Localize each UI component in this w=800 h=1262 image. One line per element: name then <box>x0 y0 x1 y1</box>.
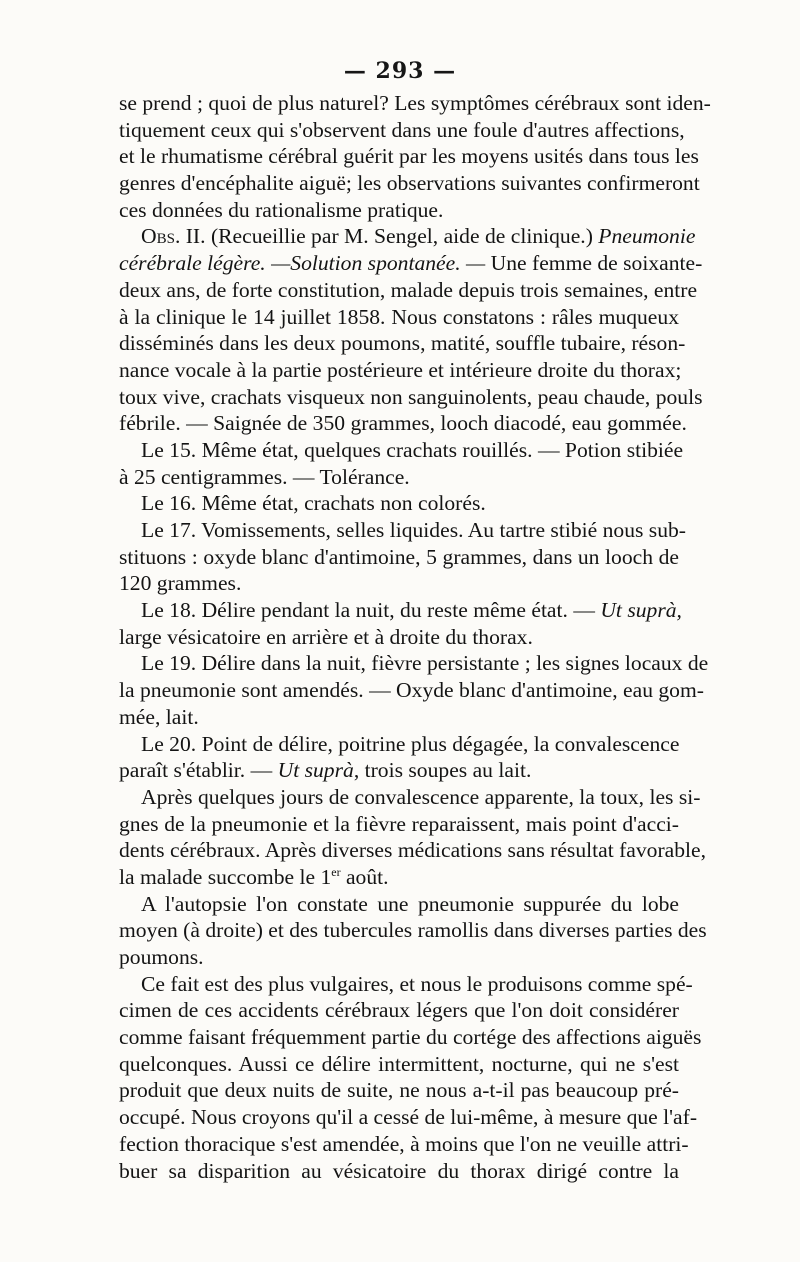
text-fragment: , trois soupes au lait. <box>353 758 532 783</box>
text-line: ces données du rationalisme pratique. <box>119 197 444 222</box>
text-line: comme faisant fréquemment partie du cortége des affections aiguës <box>119 1025 702 1050</box>
text-line: et le rhumatisme cérébral guérit par les moyens usités dans tous les <box>119 144 699 169</box>
page-number: — 293 — <box>343 58 457 84</box>
text-line: tiquement ceux qui s'observent dans une foule d'autres affections, <box>119 117 685 142</box>
text-line <box>119 250 703 277</box>
body-text <box>119 90 711 1184</box>
text-line: buer sa disparition au vésicatoire du thorax dirigé contre la <box>119 1158 679 1183</box>
observation-label: Obs. II. <box>141 224 206 249</box>
text-line: Le 19. Délire dans la nuit, fièvre persistante ; les signes locaux de <box>141 651 709 676</box>
text-line: dents cérébraux. Après diverses médications sans résultat favorable, <box>119 838 707 863</box>
text-line: Ce fait est des plus vulgaires, et nous le produisons comme spé- <box>141 971 693 996</box>
text-line: disséminés dans les deux poumons, matité, souffle tubaire, réson- <box>119 331 686 356</box>
text-line: produit que deux nuits de suite, ne nous a-t-il pas beaucoup pré- <box>119 1078 679 1103</box>
text-fragment: paraît s'établir. — <box>119 758 273 783</box>
text-fragment: Une femme de soixante- <box>490 251 703 276</box>
text-line: 120 grammes. <box>119 571 242 596</box>
text-line: large vésicatoire en arrière et à droite du thorax. <box>119 624 533 649</box>
text-line <box>119 757 679 784</box>
text-line: fébrile. — Saignée de 350 grammes, looch diacodé, eau gommée. <box>119 411 687 436</box>
text-line: Le 15. Même état, quelques crachats rouillés. — Potion stibiée <box>141 437 684 462</box>
text-line: à 25 centigrammes. — Tolérance. <box>119 464 410 489</box>
text-line: fection thoracique s'est amendée, à moins que l'on ne veuille attri- <box>119 1131 689 1156</box>
text-line: stituons : oxyde blanc d'antimoine, 5 grammes, dans un looch de <box>119 544 679 569</box>
text-line <box>119 864 679 891</box>
text-line: occupé. Nous croyons qu'il a cessé de lui-même, à mesure que l'af- <box>119 1105 698 1130</box>
text-line: genres d'encéphalite aiguë; les observations suivantes confirmeront <box>119 171 700 196</box>
text-line: Le 16. Même état, crachats non colorés. <box>141 491 486 516</box>
observation-subtitle: cérébrale légère. —Solution spontanée. — <box>119 251 486 276</box>
text-line: la pneumonie sont amendés. — Oxyde blanc d'antimoine, eau gom- <box>119 678 704 703</box>
text-line: quelconques. Aussi ce délire intermittent, nocturne, qui ne s'est <box>119 1051 679 1076</box>
text-line: poumons. <box>119 945 204 969</box>
observation-heading-line <box>119 223 696 250</box>
text-line: se prend ; quoi de plus naturel? Les symptômes cérébraux sont iden- <box>119 91 711 115</box>
text-line: moyen (à droite) et des tubercules ramollis dans diverses parties des <box>119 918 707 943</box>
text-line: gnes de la pneumonie et la fièvre reparaissent, mais point d'acci- <box>119 811 679 836</box>
observation-title: Pneumonie <box>598 224 696 249</box>
ut-supra-text: Ut suprà, <box>600 598 682 623</box>
text-line: toux vive, crachats visqueux non sanguinolents, peau chaude, pouls <box>119 384 703 409</box>
text-fragment: Le 18. Délire pendant la nuit, du reste même état. — <box>141 598 595 623</box>
text-line: Après quelques jours de convalescence apparente, la toux, les si- <box>141 784 701 809</box>
text-line: Le 20. Point de délire, poitrine plus dégagée, la convalescence <box>141 731 680 756</box>
text-line: A l'autopsie l'on constate une pneumonie suppurée du lobe <box>141 891 679 916</box>
text-line: mée, lait. <box>119 704 199 729</box>
text-line: cimen de ces accidents cérébraux légers que l'on doit considérer <box>119 998 679 1023</box>
superscript: er <box>331 864 341 879</box>
text-line: à la clinique le 14 juillet 1858. Nous constatons : râles muqueux <box>119 304 679 329</box>
text-line <box>119 597 682 624</box>
text-line: nance vocale à la partie postérieure et intérieure droite du thorax; <box>119 357 682 382</box>
observation-source: (Recueillie par M. Sengel, aide de clinique.) <box>210 224 593 249</box>
text-line: Le 17. Vomissements, selles liquides. Au tartre stibié nous sub- <box>141 518 686 542</box>
text-fragment: août. <box>340 864 389 889</box>
text-fragment: la malade succombe le 1 <box>119 864 332 889</box>
text-line: deux ans, de forte constitution, malade depuis trois semaines, entre <box>119 277 698 302</box>
ut-supra-text: Ut suprà <box>277 758 354 783</box>
